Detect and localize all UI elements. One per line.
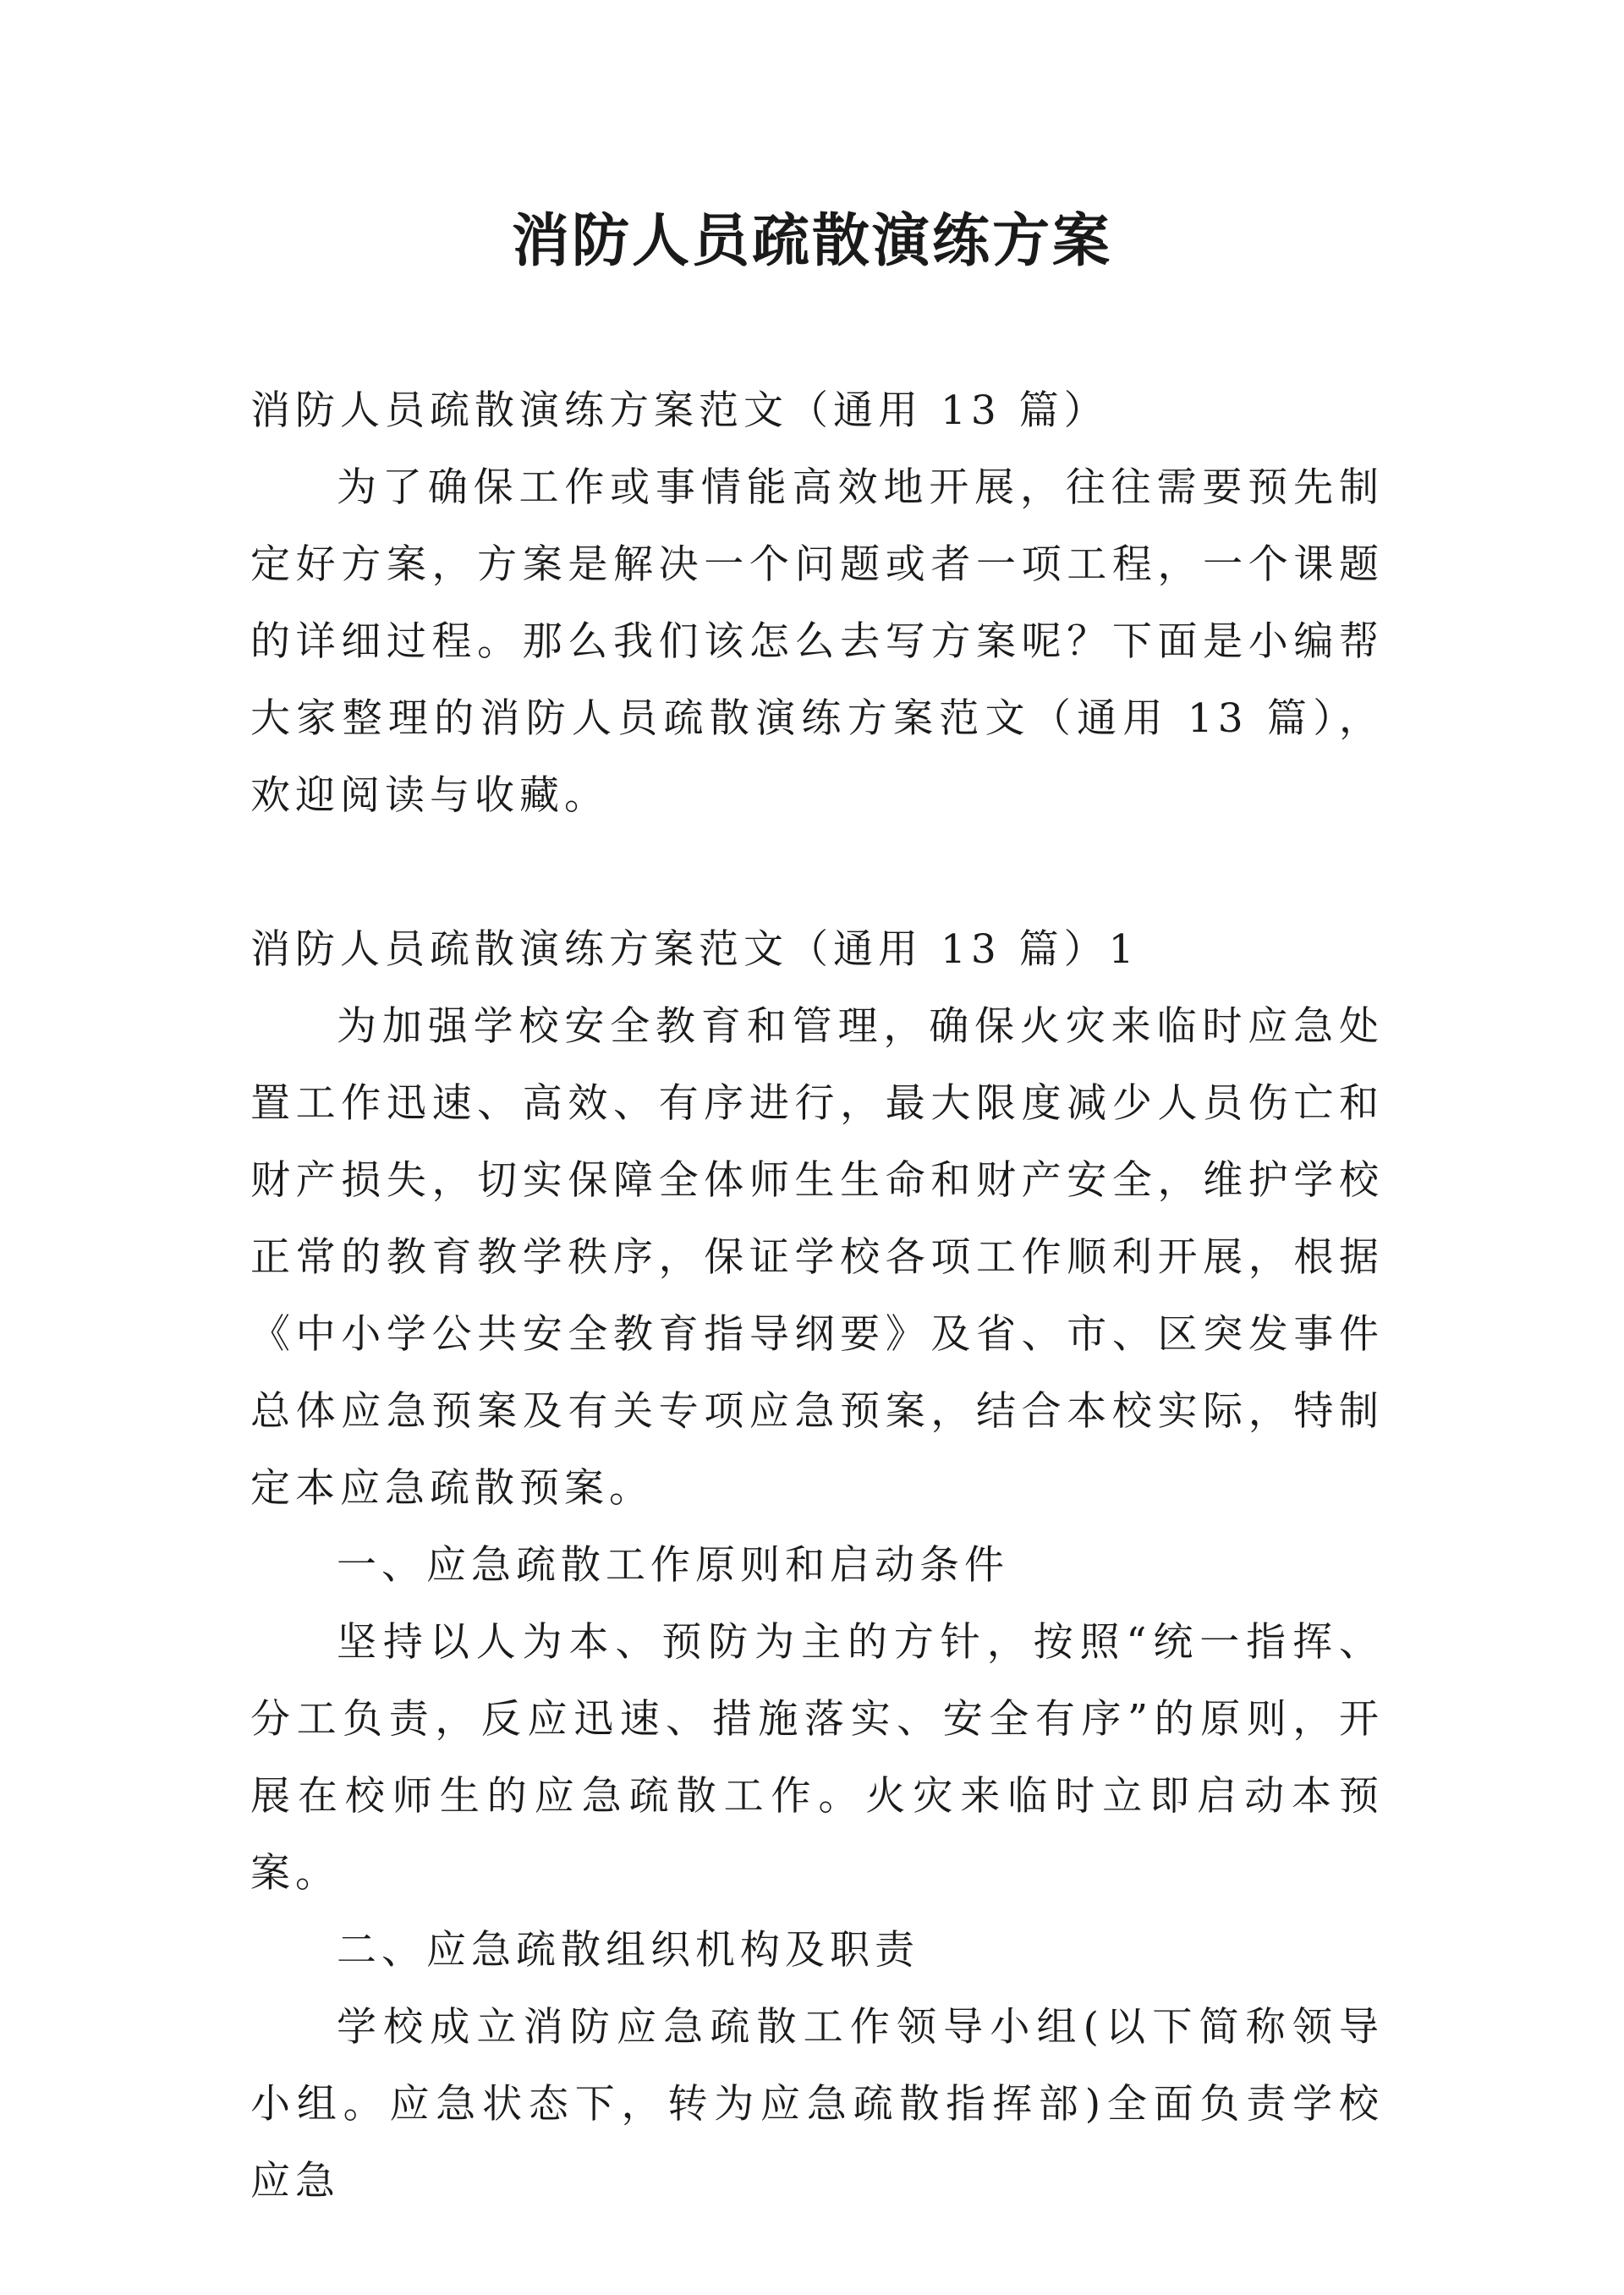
body-paragraph: 学校成立消防应急疏散工作领导小组(以下简称领导小组。应急状态下，转为应急疏散指挥部)全面负责学校应急 — [250, 2004, 1384, 2204]
document-body — [250, 372, 1384, 2220]
document-title: 消防人员疏散演练方案 — [511, 208, 1112, 275]
body-paragraph: 坚持以人为本、预防为主的方针，按照“统一指挥、分工负责，反应迅速、措施落实、安全有序”的原则，开展在校师生的应急疏散工作。火灾来临时立即启动本预案。 — [250, 1619, 1384, 1897]
section-heading: 消防人员疏散演练方案范文（通用 13 篇）1 — [250, 926, 1139, 973]
subsection-heading: 二、应急疏散组织机构及职责 — [337, 1927, 919, 1974]
subsection-heading: 一、应急疏散工作原则和启动条件 — [337, 1542, 1009, 1589]
intro-paragraph: 为了确保工作或事情能高效地开展，往往需要预先制定好方案，方案是解决一个问题或者一项工程，一个课题的详细过程。那么我们该怎么去写方案呢？下面是小编帮大家整理的消防人员疏散演练方案范文（通用 13 篇），欢迎阅读与收藏。 — [250, 464, 1384, 819]
body-paragraph: 为加强学校安全教育和管理，确保火灾来临时应急处置工作迅速、高效、有序进行，最大限度减少人员伤亡和财产损失，切实保障全体师生生命和财产安全，维护学校正常的教育教学秩序，保证学校各项工作顺利开展，根据《中小学公共安全教育指导纲要》及省、市、区突发事件总体应急预案及有关专项应急预案，结合本校实际，特制定本应急疏散预案。 — [250, 1003, 1384, 1512]
document-subtitle: 消防人员疏散演练方案范文（通用 13 篇） — [250, 387, 1109, 434]
